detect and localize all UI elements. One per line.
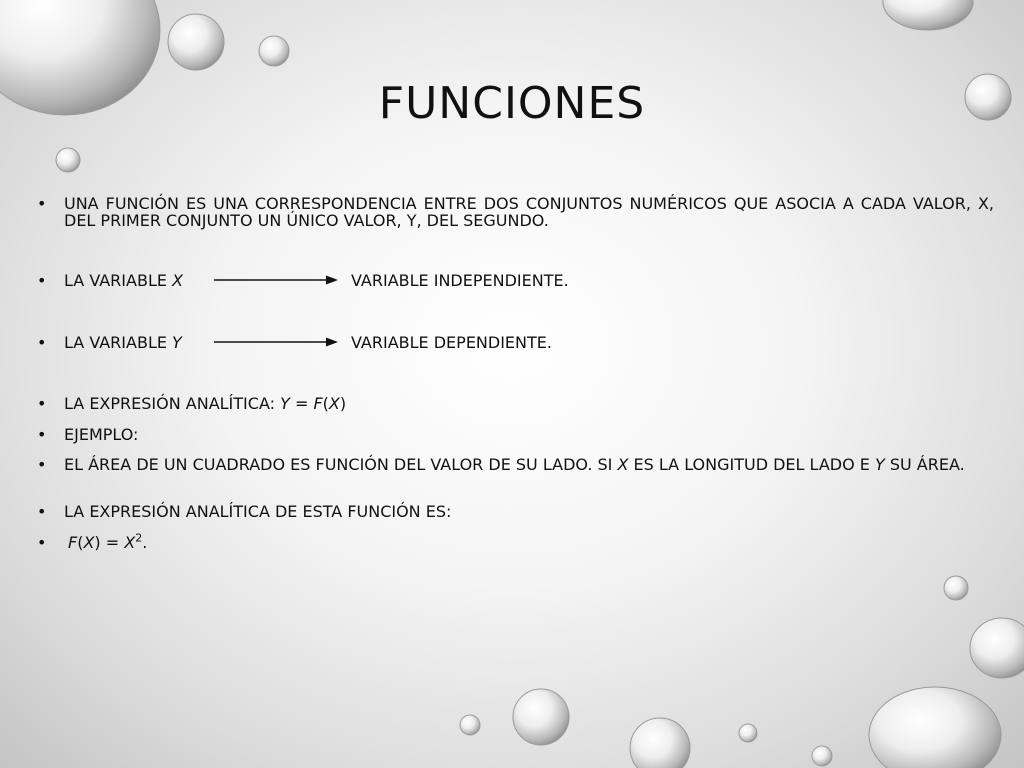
water-drop [883, 0, 973, 30]
water-drop [630, 718, 690, 768]
example-label: EJEMPLO: [64, 425, 139, 444]
definition-text: UNA FUNCIÓN ES UNA CORRESPONDENCIA ENTRE DOS CONJUNTOS NUMÉRICOS QUE ASOCIA A CADA VALOR, X, DEL PRIMER CONJUNTO UN ÚNICO VALOR, Y, DEL SEGUNDO. [64, 194, 994, 230]
bullet-dot: • [37, 455, 47, 474]
water-drop [739, 724, 757, 742]
water-drop [56, 148, 80, 172]
variable-y-label: LA VARIABLE Y [64, 333, 182, 352]
water-drop [869, 687, 1001, 768]
bullet-dot: • [37, 333, 47, 352]
bullet-dot: • [37, 425, 47, 444]
example-expression-label: LA EXPRESIÓN ANALÍTICA DE ESTA FUNCIÓN ES: [64, 502, 452, 521]
formula-text: $F(X) = X^2$. [68, 531, 148, 552]
bullet-dot: • [37, 271, 47, 290]
bullet-dot: • [37, 533, 47, 552]
variable-x-label: LA VARIABLE X [64, 271, 184, 290]
water-drop [460, 715, 480, 735]
example-text: EL ÁREA DE UN CUADRADO ES FUNCIÓN DEL VALOR DE SU LADO. SI X ES LA LONGITUD DEL LADO E Y SU ÁREA. [64, 455, 965, 474]
bullet-dot: • [37, 394, 47, 413]
slide-title: FUNCIONES [378, 78, 646, 129]
bullet-dot: • [37, 502, 47, 521]
bullet-variable-y [37, 334, 997, 351]
arrow-icon [214, 273, 338, 287]
variable-x-meaning: VARIABLE INDEPENDIENTE. [351, 271, 569, 290]
variable-y-meaning: VARIABLE DEPENDIENTE. [351, 333, 552, 352]
expression-text: LA EXPRESIÓN ANALÍTICA: Y = F(X) [64, 394, 347, 413]
water-drop [513, 689, 569, 745]
water-drop [944, 576, 968, 600]
arrow-icon [214, 335, 338, 349]
water-drop [970, 618, 1024, 678]
water-drop [259, 36, 289, 66]
water-drop [168, 14, 224, 70]
bullet-dot: • [37, 194, 47, 213]
water-drop [812, 746, 832, 766]
bullet-variable-x [37, 272, 997, 289]
